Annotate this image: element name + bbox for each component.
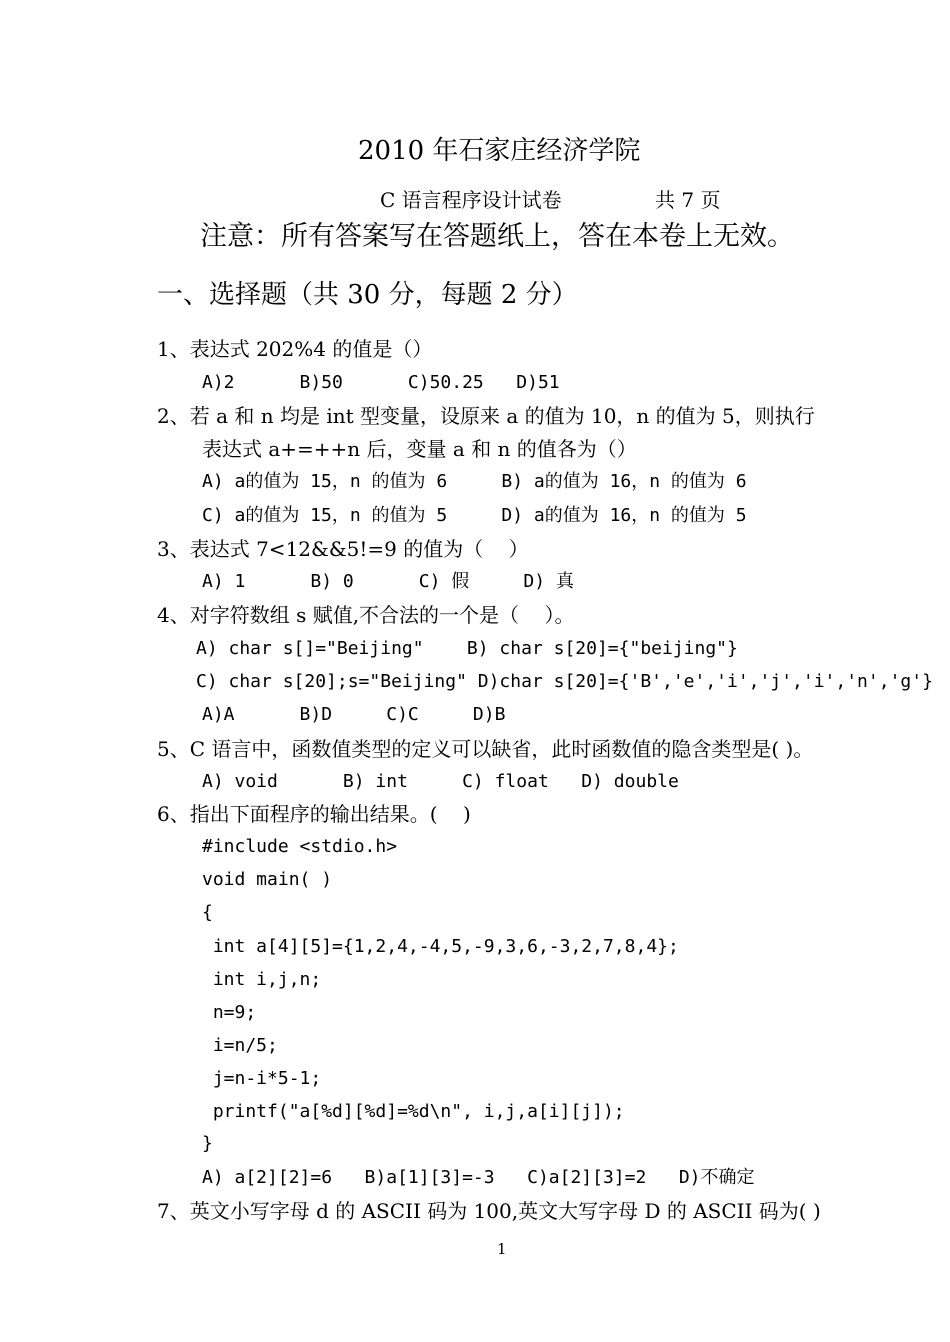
question-1-stem: 1、表达式 202%4 的值是（） [157, 337, 433, 361]
code-line: int a[4][5]={1,2,4,-4,5,-9,3,6,-3,2,7,8,4}; [202, 936, 679, 957]
code-line: int i,j,n; [202, 969, 322, 990]
code-line: n=9; [202, 1002, 257, 1023]
question-2-stem-line1: 2、若 a 和 n 均是 int 型变量，设原来 a 的值为 10，n 的值为 5，则执行 [157, 404, 815, 428]
question-6-stem: 6、指出下面程序的输出结果。( ) [157, 802, 471, 826]
code-line: j=n-i*5-1; [202, 1068, 322, 1089]
code-line: { [202, 902, 213, 923]
question-5-stem: 5、C 语言中，函数值类型的定义可以缺省，此时函数值的隐含类型是( )。 [157, 737, 814, 761]
question-2-stem-line2: 表达式 a+=++n 后，变量 a 和 n 的值各为（） [202, 437, 637, 461]
question-2-options-ab: A) a的值为 15，n 的值为 6 B) a的值为 16，n 的值为 6 [202, 471, 747, 492]
question-5-options: A) void B) int C) float D) double [202, 771, 679, 792]
question-4-options-ab: A) char s[]="Beijing" B) char s[20]={"beijing"} [196, 638, 738, 659]
section-heading: 一、选择题（共 30 分，每题 2 分） [157, 280, 578, 310]
code-line: } [202, 1133, 213, 1154]
code-line: #include <stdio.h> [202, 836, 398, 857]
question-1-options: A)2 B)50 C)50.25 D)51 [202, 372, 560, 393]
question-3-stem: 3、表达式 7<12&&5!=9 的值为（ ） [157, 537, 529, 561]
exam-subtitle: C 语言程序设计试卷 [380, 188, 562, 212]
question-4-answers: A)A B)D C)C D)B [202, 704, 506, 725]
page-count: 共 7 页 [655, 188, 721, 212]
question-2-options-cd: C) a的值为 15，n 的值为 5 D) a的值为 16，n 的值为 5 [202, 505, 747, 526]
exam-notice: 注意：所有答案写在答题纸上，答在本卷上无效。 [200, 221, 794, 252]
question-3-options: A) 1 B) 0 C) 假 D) 真 [202, 571, 574, 592]
question-4-options-cd: C) char s[20];s="Beijing" D)char s[20]={'B','e','i','j','i','n','g'} [196, 671, 933, 692]
page-number: 1 [497, 1240, 507, 1258]
code-line: printf("a[%d][%d]=%d\n", i,j,a[i][j]); [202, 1101, 625, 1122]
code-line: i=n/5; [202, 1035, 278, 1056]
question-4-stem: 4、对字符数组 s 赋值,不合法的一个是（ ）。 [157, 603, 575, 627]
code-line: void main( ) [202, 869, 333, 890]
question-6-options: A) a[2][2]=6 B)a[1][3]=-3 C)a[2][3]=2 D)不确定 [202, 1167, 755, 1188]
exam-title: 2010 年石家庄经济学院 [358, 136, 641, 166]
question-7-stem: 7、英文小写字母 d 的 ASCII 码为 100,英文大写字母 D 的 ASCII 码为( ) [157, 1199, 821, 1223]
